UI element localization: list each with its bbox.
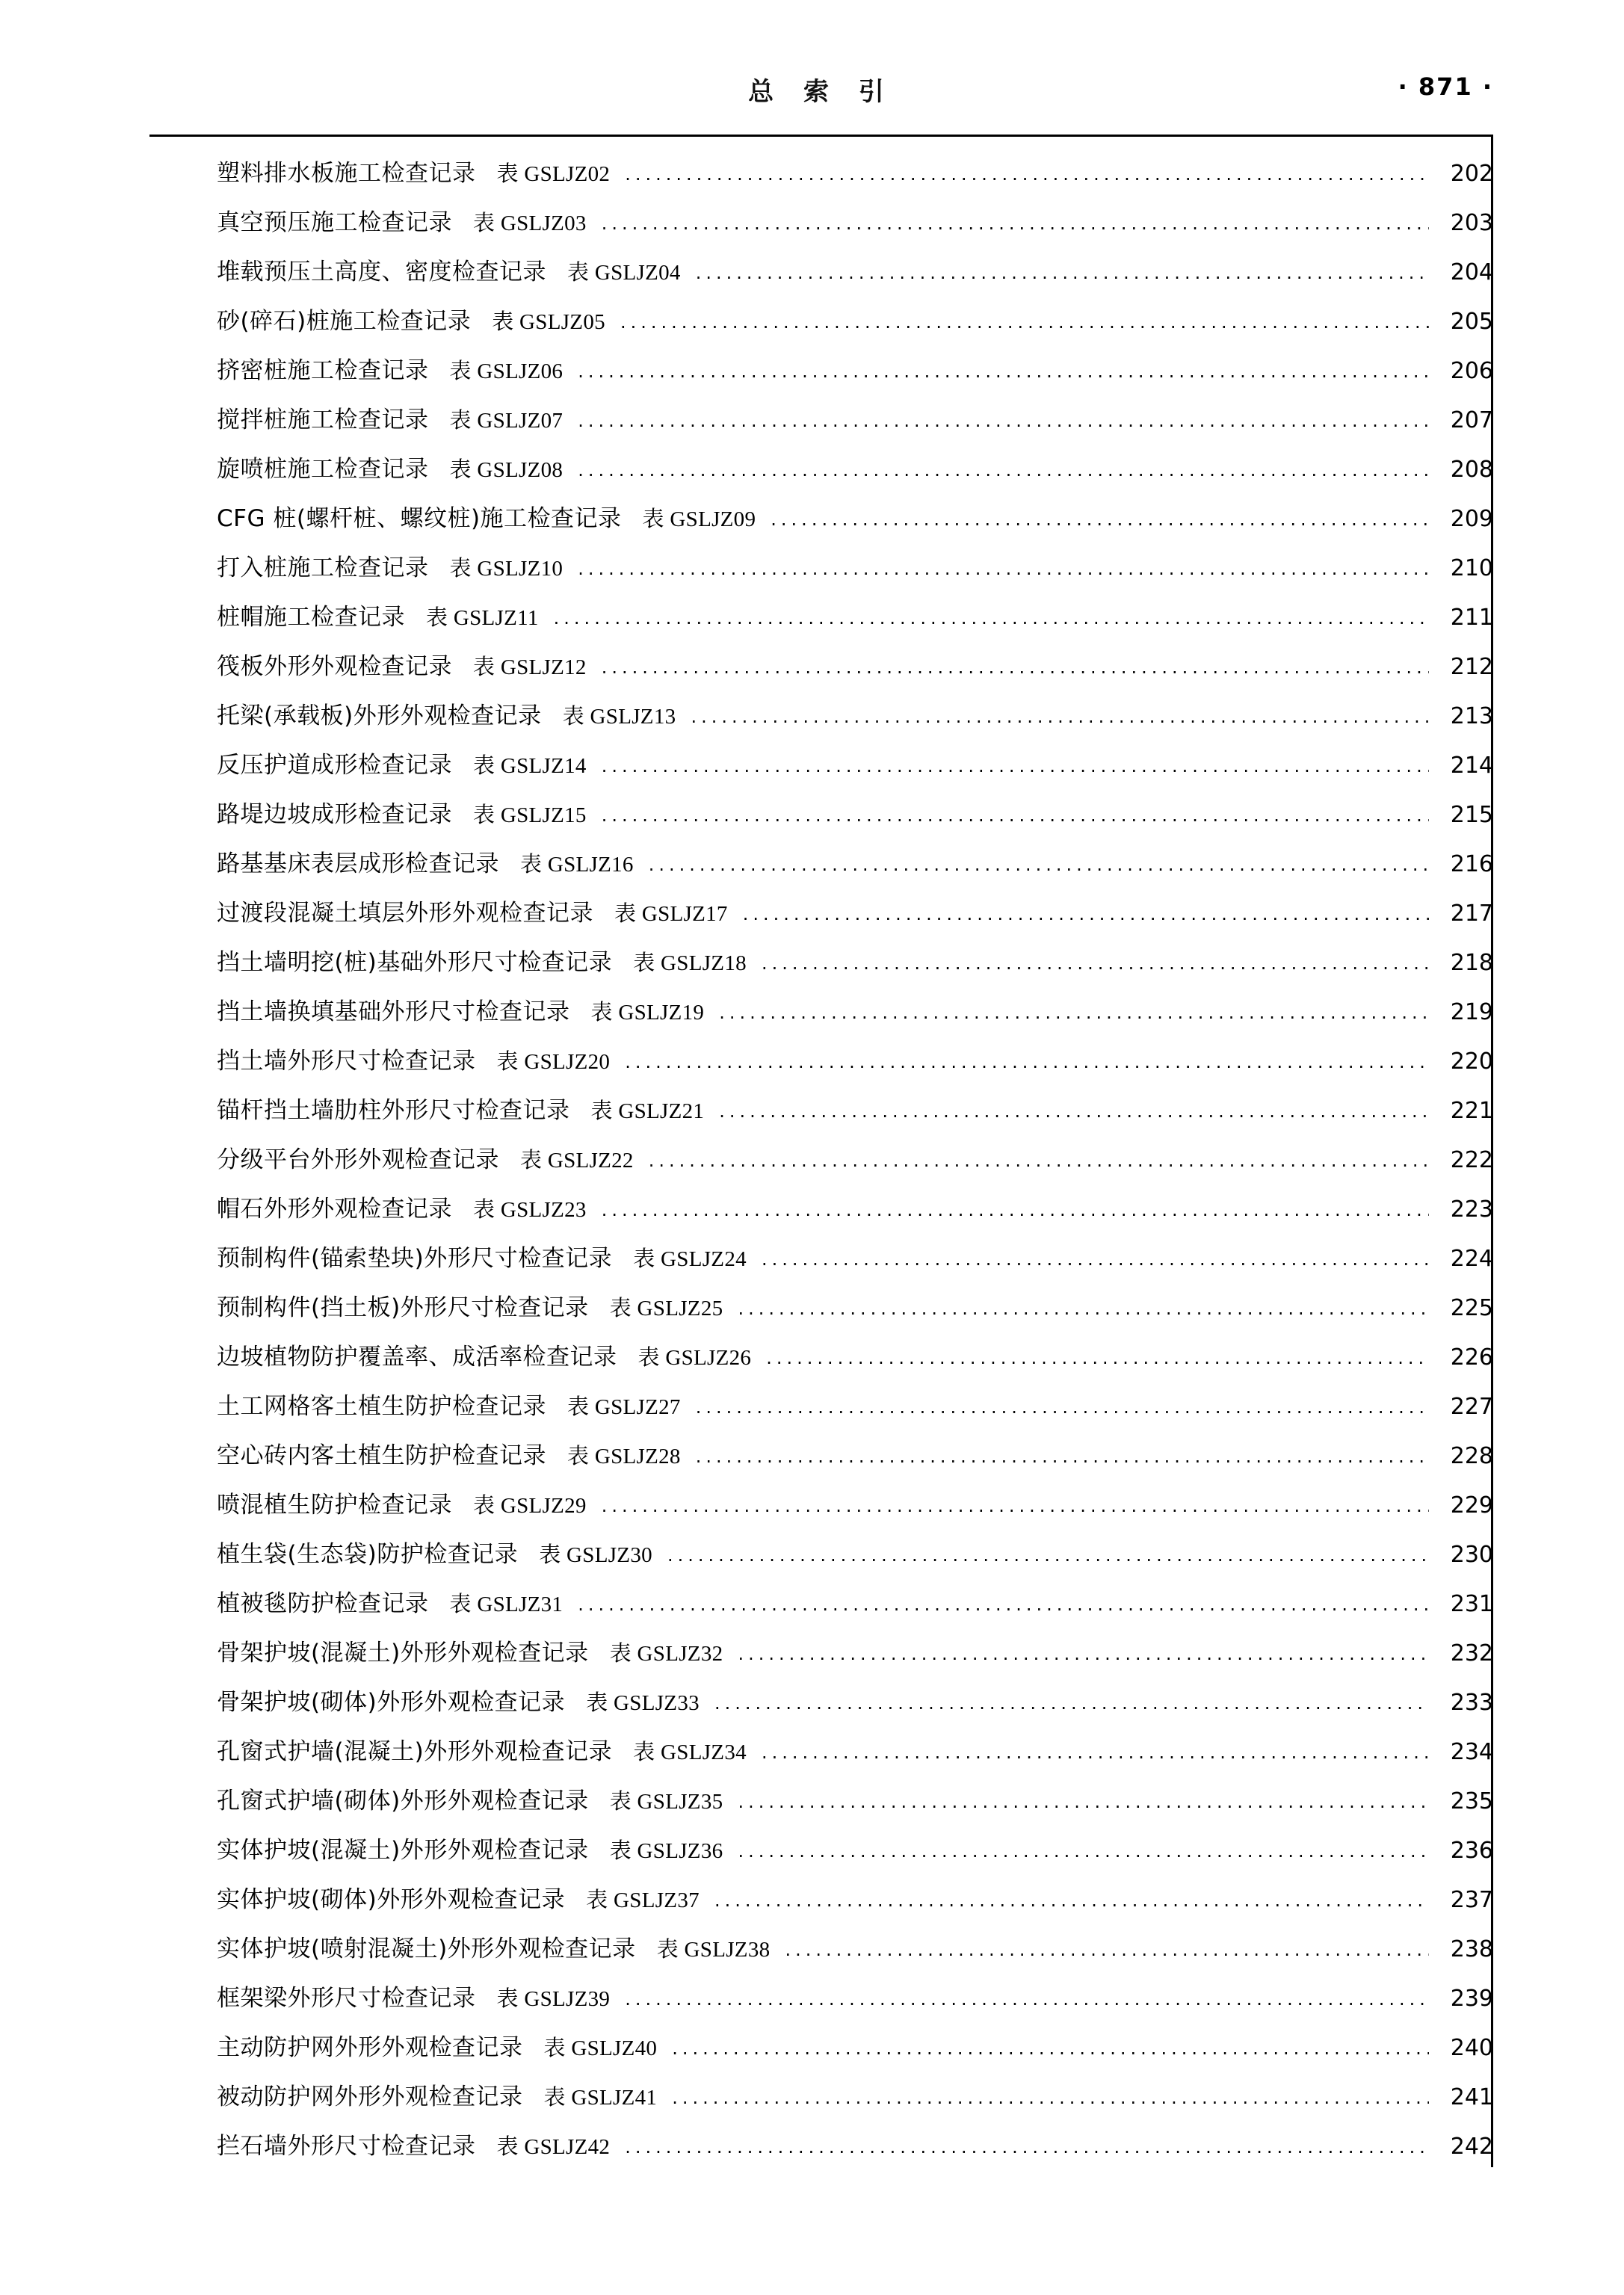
toc-entry[interactable] <box>149 1436 1493 1486</box>
toc-leader-dots <box>649 1155 1429 1167</box>
toc-leader-dots <box>691 711 1429 723</box>
toc-entry-title: 挡土墙明挖(桩)基础外形尺寸检查记录 <box>217 949 613 976</box>
toc-entry-code: 表 GSLJZ10 <box>449 557 564 581</box>
toc-entry[interactable] <box>149 1239 1493 1288</box>
toc-entry-code: 表 GSLJZ14 <box>473 754 587 778</box>
toc-entry-page: 226 <box>1450 1344 1493 1371</box>
toc-leader-dots <box>625 2142 1429 2154</box>
toc-entry-page: 210 <box>1450 555 1493 581</box>
toc-entry-page: 217 <box>1450 901 1493 927</box>
toc-entry-code: 表 GSLJZ35 <box>609 1790 723 1814</box>
toc-entry-code: 表 GSLJZ07 <box>449 409 564 433</box>
toc-entry[interactable] <box>149 1979 1493 2028</box>
toc-leader-dots <box>625 1057 1429 1069</box>
toc-entry-page: 239 <box>1450 1986 1493 2012</box>
page-header <box>149 71 1493 123</box>
toc-entry-code: 表 GSLJZ08 <box>449 458 564 482</box>
toc-entry-title: 土工网格客土植生防护检查记录 <box>217 1393 546 1420</box>
toc-entry[interactable] <box>149 253 1493 302</box>
toc-entry-code: 表 GSLJZ02 <box>496 162 611 186</box>
toc-entry-code: 表 GSLJZ04 <box>567 261 681 285</box>
toc-entry-code: 表 GSLJZ12 <box>473 655 587 679</box>
toc-entry-code: 表 GSLJZ34 <box>633 1740 747 1764</box>
toc-entry-title: 挡土墙换填基础外形尺寸检查记录 <box>217 998 570 1025</box>
toc-leader-dots <box>714 1895 1429 1907</box>
toc-entry-code: 表 GSLJZ26 <box>637 1346 752 1370</box>
toc-entry[interactable] <box>149 2078 1493 2127</box>
toc-entry-code: 表 GSLJZ29 <box>473 1494 587 1518</box>
toc-entry-title: 帽石外形外观检查记录 <box>217 1196 452 1223</box>
toc-entry-code: 表 GSLJZ21 <box>590 1099 705 1123</box>
toc-entry-title: 旋喷桩施工检查记录 <box>217 456 429 483</box>
toc-entry[interactable] <box>149 943 1493 992</box>
toc-entry-page: 236 <box>1450 1838 1493 1864</box>
toc-entry[interactable] <box>149 499 1493 549</box>
toc-leader-dots <box>738 1649 1429 1661</box>
toc-entry-page: 238 <box>1450 1936 1493 1962</box>
toc-entry-page: 241 <box>1450 2084 1493 2110</box>
toc-entry-page: 231 <box>1450 1591 1493 1617</box>
toc-entry-code: 表 GSLJZ31 <box>449 1593 564 1616</box>
toc-entry[interactable] <box>149 1387 1493 1436</box>
toc-entry-page: 240 <box>1450 2035 1493 2061</box>
toc-entry-page: 203 <box>1450 210 1493 236</box>
toc-entry-page: 214 <box>1450 753 1493 779</box>
toc-entry-title: 搅拌桩施工检查记录 <box>217 407 429 433</box>
toc-entry[interactable] <box>149 1930 1493 1979</box>
table-of-contents <box>149 154 1493 2228</box>
toc-entry-code: 表 GSLJZ05 <box>492 310 605 334</box>
toc-leader-dots <box>714 1698 1429 1710</box>
toc-leader-dots <box>602 218 1429 230</box>
toc-leader-dots <box>762 1747 1429 1759</box>
toc-entry-title: 拦石墙外形尺寸检查记录 <box>217 2133 476 2160</box>
toc-entry[interactable] <box>149 1140 1493 1190</box>
toc-entry-title: 塑料排水板施工检查记录 <box>217 160 476 187</box>
toc-entry-page: 207 <box>1450 407 1493 433</box>
toc-leader-dots <box>738 1846 1429 1858</box>
toc-entry[interactable] <box>149 795 1493 844</box>
toc-entry-title: 打入桩施工检查记录 <box>217 555 429 581</box>
toc-entry[interactable] <box>149 894 1493 943</box>
toc-entry-code: 表 GSLJZ37 <box>586 1888 700 1912</box>
toc-leader-dots <box>672 2043 1429 2055</box>
toc-entry-title: 空心砖内客土植生防护检查记录 <box>217 1442 546 1469</box>
toc-entry-page: 213 <box>1450 703 1493 729</box>
toc-entry-page: 219 <box>1450 999 1493 1025</box>
toc-leader-dots <box>766 1353 1429 1365</box>
toc-entry[interactable] <box>149 598 1493 647</box>
toc-leader-dots <box>672 2092 1429 2104</box>
toc-leader-dots <box>625 169 1429 181</box>
toc-entry[interactable] <box>149 1683 1493 1732</box>
toc-entry-page: 222 <box>1450 1147 1493 1173</box>
header-divider <box>149 135 1493 137</box>
toc-entry-title: 植被毯防护检查记录 <box>217 1590 429 1617</box>
toc-entry-code: 表 GSLJZ41 <box>543 2086 658 2110</box>
toc-entry[interactable] <box>149 450 1493 499</box>
toc-leader-dots <box>762 958 1429 970</box>
toc-entry-code: 表 GSLJZ19 <box>590 1001 705 1025</box>
toc-entry-title: 骨架护坡(混凝土)外形外观检查记录 <box>217 1640 589 1667</box>
toc-entry-title: 被动防护网外形外观检查记录 <box>217 2084 523 2110</box>
toc-entry-title: 实体护坡(砌体)外形外观检查记录 <box>217 1886 566 1913</box>
toc-entry-title: CFG 桩(螺杆桩、螺纹桩)施工检查记录 <box>217 505 622 532</box>
toc-leader-dots <box>602 1205 1429 1217</box>
toc-leader-dots <box>602 810 1429 822</box>
toc-entry-title: 喷混植生防护检查记录 <box>217 1492 452 1519</box>
toc-entry-page: 215 <box>1450 802 1493 828</box>
toc-entry-title: 挡土墙外形尺寸检查记录 <box>217 1048 476 1075</box>
toc-entry-code: 表 GSLJZ20 <box>496 1050 611 1074</box>
toc-leader-dots <box>667 1550 1429 1562</box>
toc-entry-title: 桩帽施工检查记录 <box>217 604 405 631</box>
toc-entry-page: 233 <box>1450 1690 1493 1716</box>
toc-entry[interactable] <box>149 154 1493 203</box>
toc-entry-page: 232 <box>1450 1640 1493 1667</box>
toc-leader-dots <box>578 416 1429 427</box>
toc-leader-dots <box>620 317 1429 329</box>
toc-leader-dots <box>554 613 1429 625</box>
toc-entry[interactable] <box>149 696 1493 746</box>
toc-entry[interactable] <box>149 1782 1493 1831</box>
toc-entry-title: 植生袋(生态袋)防护检查记录 <box>217 1541 519 1568</box>
toc-entry-code: 表 GSLJZ40 <box>543 2036 658 2060</box>
toc-entry-title: 筏板外形外观检查记录 <box>217 653 452 680</box>
toc-entry[interactable] <box>149 1338 1493 1387</box>
toc-leader-dots <box>696 1451 1429 1463</box>
toc-entry[interactable] <box>149 1634 1493 1683</box>
toc-entry-title: 托梁(承载板)外形外观检查记录 <box>217 702 542 729</box>
toc-entry[interactable] <box>149 203 1493 253</box>
toc-leader-dots <box>719 1106 1429 1118</box>
toc-entry-page: 224 <box>1450 1246 1493 1272</box>
toc-entry[interactable] <box>149 549 1493 598</box>
toc-entry-page: 221 <box>1450 1098 1493 1124</box>
toc-leader-dots <box>762 1254 1429 1266</box>
toc-entry-title: 反压护道成形检查记录 <box>217 752 452 779</box>
toc-entry-page: 208 <box>1450 457 1493 483</box>
toc-entry-code: 表 GSLJZ09 <box>642 507 756 531</box>
toc-entry-code: 表 GSLJZ13 <box>562 705 676 729</box>
toc-entry-page: 220 <box>1450 1048 1493 1075</box>
toc-entry-title: 真空预压施工检查记录 <box>217 209 452 236</box>
toc-entry-code: 表 GSLJZ27 <box>567 1395 681 1419</box>
toc-entry-page: 206 <box>1450 358 1493 384</box>
toc-entry[interactable] <box>149 1732 1493 1782</box>
toc-entry-code: 表 GSLJZ16 <box>520 853 634 877</box>
toc-entry-code: 表 GSLJZ30 <box>539 1543 652 1567</box>
toc-entry-code: 表 GSLJZ25 <box>609 1297 723 1321</box>
toc-entry-title: 实体护坡(喷射混凝土)外形外观检查记录 <box>217 1936 636 1962</box>
toc-entry-title: 路堤边坡成形检查记录 <box>217 801 452 828</box>
toc-entry-code: 表 GSLJZ15 <box>473 803 587 827</box>
toc-entry[interactable] <box>149 746 1493 795</box>
toc-entry-page: 211 <box>1450 605 1493 631</box>
toc-entry[interactable] <box>149 401 1493 450</box>
toc-entry-title: 分级平台外形外观检查记录 <box>217 1146 499 1173</box>
toc-entry[interactable] <box>149 844 1493 894</box>
toc-leader-dots <box>738 1303 1429 1315</box>
toc-leader-dots <box>602 662 1429 674</box>
toc-entry-page: 223 <box>1450 1196 1493 1223</box>
toc-leader-dots <box>738 1797 1429 1808</box>
toc-entry-title: 过渡段混凝土填层外形外观检查记录 <box>217 900 593 927</box>
toc-leader-dots <box>785 1945 1429 1956</box>
toc-entry-title: 骨架护坡(砌体)外形外观检查记录 <box>217 1689 566 1716</box>
toc-entry-code: 表 GSLJZ03 <box>473 211 587 235</box>
toc-leader-dots <box>696 1402 1429 1414</box>
toc-leader-dots <box>578 366 1429 378</box>
toc-entry-code: 表 GSLJZ06 <box>449 359 564 383</box>
toc-leader-dots <box>771 514 1429 526</box>
toc-entry[interactable] <box>149 1831 1493 1880</box>
toc-entry-page: 235 <box>1450 1788 1493 1814</box>
toc-entry-page: 212 <box>1450 654 1493 680</box>
toc-entry[interactable] <box>149 1880 1493 1930</box>
toc-leader-dots <box>578 563 1429 575</box>
toc-entry[interactable] <box>149 1042 1493 1091</box>
toc-entry-title: 预制构件(挡土板)外形尺寸检查记录 <box>217 1294 589 1321</box>
toc-entry[interactable] <box>149 1288 1493 1338</box>
toc-entry-code: 表 GSLJZ39 <box>496 1987 611 2011</box>
toc-entry[interactable] <box>149 302 1493 351</box>
toc-leader-dots <box>719 1007 1429 1019</box>
toc-entry[interactable] <box>149 1535 1493 1584</box>
toc-entry-page: 229 <box>1450 1492 1493 1519</box>
toc-leader-dots <box>696 268 1429 279</box>
toc-entry-code: 表 GSLJZ22 <box>520 1149 634 1173</box>
toc-entry-code: 表 GSLJZ42 <box>496 2135 611 2159</box>
toc-entry-code: 表 GSLJZ28 <box>567 1445 681 1468</box>
toc-entry-page: 209 <box>1450 506 1493 532</box>
toc-entry[interactable] <box>149 647 1493 696</box>
toc-entry-title: 孔窗式护墙(砌体)外形外观检查记录 <box>217 1788 589 1814</box>
toc-entry-code: 表 GSLJZ38 <box>656 1938 771 1962</box>
toc-entry-page: 218 <box>1450 950 1493 976</box>
toc-leader-dots <box>649 859 1429 871</box>
toc-entry-title: 路基基床表层成形检查记录 <box>217 850 499 877</box>
toc-entry-code: 表 GSLJZ11 <box>426 606 539 630</box>
toc-leader-dots <box>602 1501 1429 1513</box>
toc-entry-page: 242 <box>1450 2134 1493 2160</box>
toc-entry-code: 表 GSLJZ36 <box>609 1839 723 1863</box>
toc-entry-page: 202 <box>1450 161 1493 187</box>
toc-entry-title: 砂(碎石)桩施工检查记录 <box>217 308 472 335</box>
toc-entry-code: 表 GSLJZ17 <box>614 902 728 926</box>
toc-entry-title: 预制构件(锚索垫块)外形尺寸检查记录 <box>217 1245 613 1272</box>
toc-leader-dots <box>743 909 1429 921</box>
toc-entry-page: 227 <box>1450 1394 1493 1420</box>
toc-entry-code: 表 GSLJZ23 <box>473 1198 587 1222</box>
toc-entry[interactable] <box>149 1190 1493 1239</box>
toc-entry-page: 205 <box>1450 309 1493 335</box>
toc-entry-title: 主动防护网外形外观检查记录 <box>217 2034 523 2061</box>
toc-entry-code: 表 GSLJZ18 <box>633 951 747 975</box>
toc-entry-page: 234 <box>1450 1739 1493 1765</box>
toc-entry-title: 边坡植物防护覆盖率、成活率检查记录 <box>217 1344 617 1371</box>
toc-entry-title: 堆载预压土高度、密度检查记录 <box>217 259 546 285</box>
toc-entry-title: 锚杆挡土墙肋柱外形尺寸检查记录 <box>217 1097 570 1124</box>
toc-entry-page: 216 <box>1450 851 1493 877</box>
toc-leader-dots <box>578 1599 1429 1611</box>
toc-entry[interactable] <box>149 351 1493 401</box>
toc-entry-code: 表 GSLJZ24 <box>633 1247 747 1271</box>
toc-entry[interactable] <box>149 2127 1493 2176</box>
toc-leader-dots <box>602 761 1429 773</box>
toc-entry-title: 孔窗式护墙(混凝土)外形外观检查记录 <box>217 1738 613 1765</box>
toc-entry[interactable] <box>149 1091 1493 1140</box>
toc-leader-dots <box>578 465 1429 477</box>
toc-entry-page: 225 <box>1450 1295 1493 1321</box>
toc-entry[interactable] <box>149 2028 1493 2078</box>
toc-entry-title: 框架梁外形尺寸检查记录 <box>217 1985 476 2012</box>
toc-entry[interactable] <box>149 992 1493 1042</box>
toc-entry-page: 204 <box>1450 259 1493 285</box>
page-title: 总 索 引 <box>748 77 895 107</box>
toc-entry-code: 表 GSLJZ33 <box>586 1691 700 1715</box>
page-number: · 871 · <box>1398 72 1493 101</box>
toc-leader-dots <box>625 1994 1429 2006</box>
toc-entry-page: 230 <box>1450 1542 1493 1568</box>
toc-entry-title: 实体护坡(混凝土)外形外观检查记录 <box>217 1837 589 1864</box>
toc-entry-page: 237 <box>1450 1887 1493 1913</box>
toc-entry-code: 表 GSLJZ32 <box>609 1642 723 1666</box>
toc-entry[interactable] <box>149 1584 1493 1634</box>
toc-entry-title: 挤密桩施工检查记录 <box>217 357 429 384</box>
toc-entry-page: 228 <box>1450 1443 1493 1469</box>
toc-entry[interactable] <box>149 1486 1493 1535</box>
